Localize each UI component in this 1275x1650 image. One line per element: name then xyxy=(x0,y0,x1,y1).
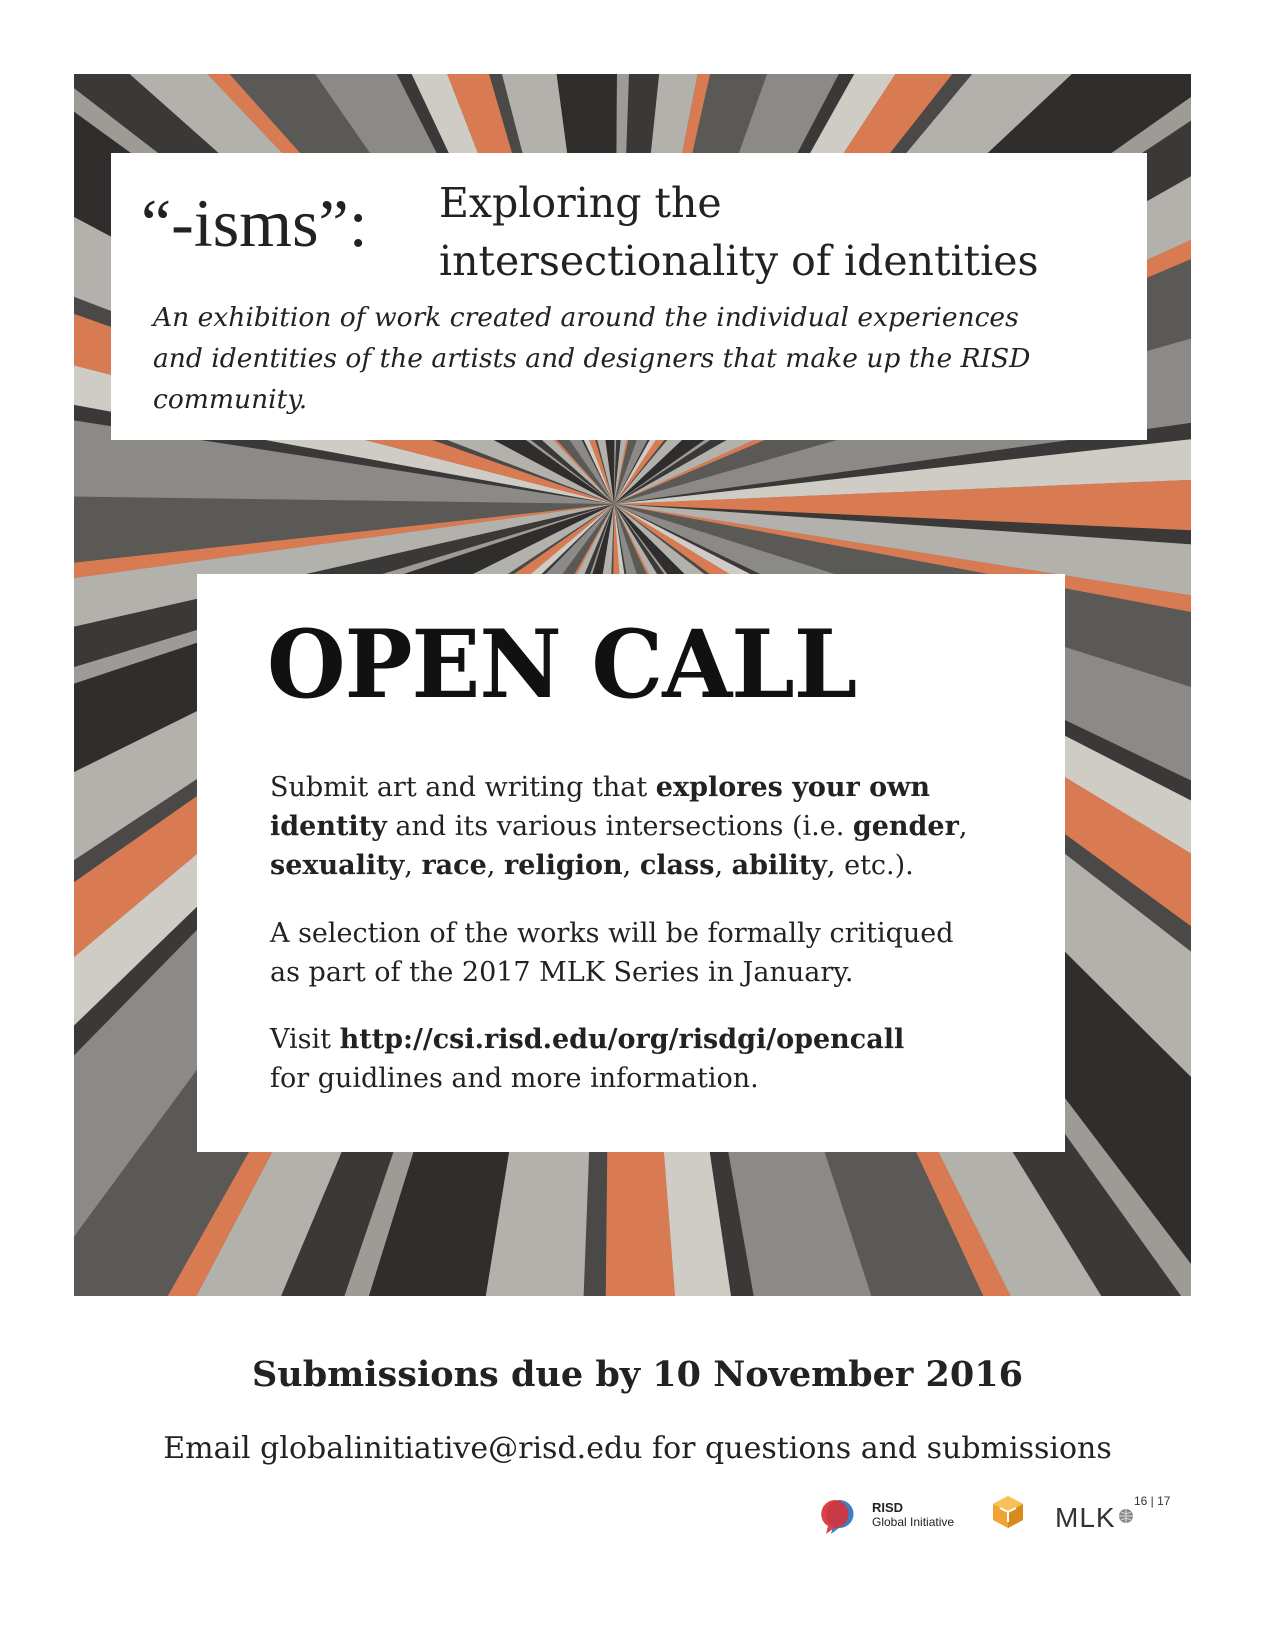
mlk-wordmark: MLK xyxy=(1055,1502,1116,1533)
p2-line-2: as part of the 2017 MLK Series in January. xyxy=(270,957,854,988)
p1-emphasis: explores your own xyxy=(655,772,931,803)
critique-paragraph xyxy=(270,914,1040,992)
visit-label: Visit xyxy=(270,1024,340,1055)
sponsor-logos xyxy=(820,1488,1200,1548)
p1-line-1 xyxy=(270,768,1040,807)
subtitle-line-1: Exploring the xyxy=(439,179,722,227)
mlk-series-logo xyxy=(1055,1488,1195,1548)
exhibition-description xyxy=(153,297,1133,420)
p3-line-1 xyxy=(270,1020,1040,1059)
opencall-url[interactable]: http://csi.risd.edu/org/risdgi/opencall xyxy=(339,1024,905,1055)
visit-paragraph xyxy=(270,1020,1040,1098)
global-initiative-wordmark: Global Initiative xyxy=(872,1515,955,1529)
cube-icon xyxy=(990,1494,1026,1530)
submission-deadline: Submissions due by 10 November 2016 xyxy=(252,1354,1023,1395)
globe-dot-icon xyxy=(1118,1508,1134,1524)
p1-comma: , xyxy=(714,850,732,881)
p1-line-3 xyxy=(270,846,1040,885)
open-call-panel xyxy=(197,574,1065,1152)
p1-gender: gender xyxy=(852,811,959,842)
p1-comma: , xyxy=(404,850,422,881)
p1-religion: religion xyxy=(503,850,623,881)
p1-sexuality: sexuality xyxy=(270,850,405,881)
subtitle-line-2: intersectionality of identities xyxy=(439,237,1039,285)
p1-text: Submit art and writing that xyxy=(270,772,656,803)
mlk-years: 16 | 17 xyxy=(1134,1494,1171,1508)
p1-identity: identity xyxy=(270,811,387,842)
speech-bubbles-icon xyxy=(820,1496,866,1536)
description-line-1: An exhibition of work created around the individual experiences xyxy=(153,302,1019,333)
risd-global-initiative-logo xyxy=(820,1488,970,1548)
isms-title: “-isms”: xyxy=(141,185,368,261)
p3-line-2: for guidlines and more information. xyxy=(270,1063,759,1094)
p1-ability: ability xyxy=(731,850,827,881)
p1-comma: , xyxy=(622,850,640,881)
exhibition-subtitle xyxy=(439,174,1139,290)
contact-email[interactable]: Email globalinitiative@risd.edu for questions and submissions xyxy=(163,1431,1112,1466)
description-line-3: community. xyxy=(153,384,308,415)
p1-class: class xyxy=(639,850,715,881)
p1-text: and its various intersections (i.e. xyxy=(386,811,853,842)
risd-wordmark: RISD xyxy=(872,1500,904,1515)
p1-comma: , xyxy=(958,811,968,842)
p1-line-2 xyxy=(270,807,1040,846)
p2-line-1: A selection of the works will be formally critiqued xyxy=(270,918,954,949)
description-line-2: and identities of the artists and designers that make up the RISD xyxy=(153,343,1031,374)
open-call-title: OPEN CALL xyxy=(267,610,857,720)
exhibition-header-panel xyxy=(111,153,1147,440)
submission-paragraph xyxy=(270,768,1040,885)
p1-etc: , etc.). xyxy=(826,850,914,881)
p1-race: race xyxy=(421,850,487,881)
p1-comma: , xyxy=(486,850,504,881)
